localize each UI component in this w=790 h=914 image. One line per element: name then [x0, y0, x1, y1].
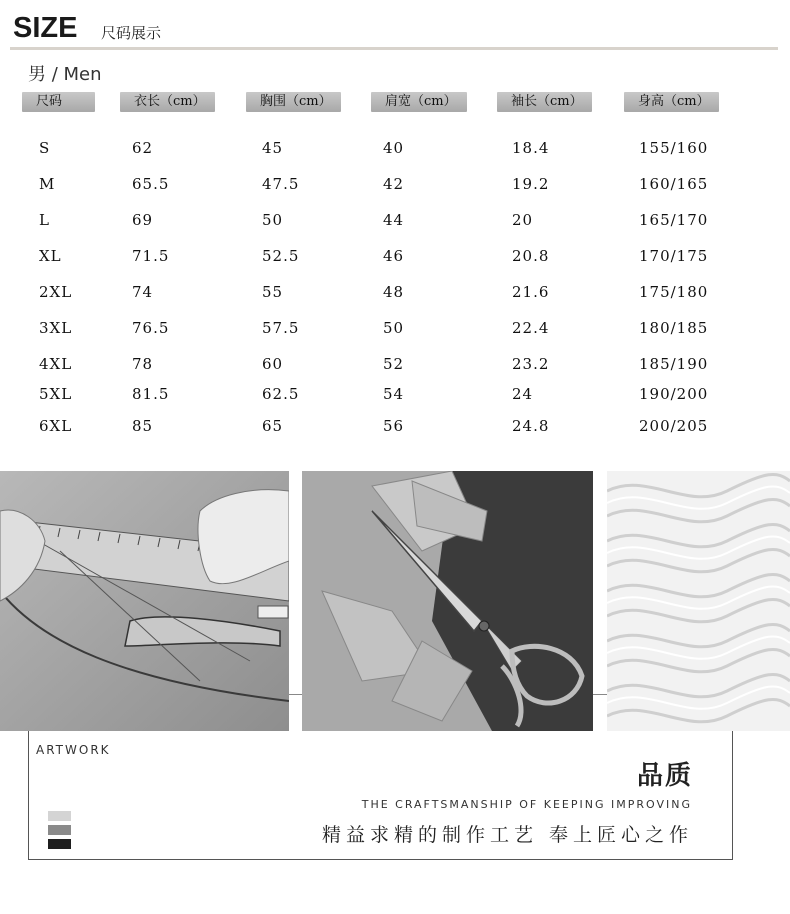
column-header-length: 衣长（cm） [120, 92, 215, 112]
cell-sleeve: 23.2 [512, 355, 550, 373]
cell-sleeve: 18.4 [512, 139, 550, 157]
cell-sleeve: 24.8 [512, 417, 550, 435]
wave-texture-photo [607, 471, 790, 731]
swatch-mid [48, 825, 71, 835]
craftsmanship-photos [0, 471, 790, 731]
size-table-header [0, 92, 790, 114]
cell-size: 2XL [39, 283, 73, 301]
column-header-chest: 胸围（cm） [246, 92, 341, 112]
column-header-size: 尺码 [22, 92, 95, 112]
cell-length: 85 [132, 417, 154, 435]
cell-chest: 55 [262, 283, 284, 301]
cell-chest: 45 [262, 139, 284, 157]
column-header-shoulder: 肩宽（cm） [371, 92, 467, 112]
cell-size: XL [39, 247, 62, 265]
cell-height: 200/205 [639, 417, 709, 435]
cell-size: 6XL [39, 417, 73, 435]
cell-shoulder: 42 [383, 175, 405, 193]
cell-height: 185/190 [639, 355, 709, 373]
table-row [0, 175, 790, 201]
cell-chest: 47.5 [262, 175, 300, 193]
craftsmanship-tagline: THE CRAFTSMANSHIP OF KEEPING IMPROVING [361, 798, 692, 811]
swatch-light [48, 811, 71, 821]
cell-chest: 52.5 [262, 247, 300, 265]
size-header [0, 0, 790, 50]
cell-length: 62 [132, 139, 154, 157]
gender-label: 男 / Men [28, 64, 102, 85]
table-row [0, 319, 790, 345]
cell-chest: 50 [262, 211, 284, 229]
cell-size: L [39, 211, 50, 229]
cell-length: 81.5 [132, 385, 170, 403]
cell-chest: 57.5 [262, 319, 300, 337]
photo-connector-line [593, 694, 607, 695]
header-divider [10, 47, 778, 50]
page-title: SIZE [13, 12, 78, 44]
cell-shoulder: 54 [383, 385, 405, 403]
cell-sleeve: 20 [512, 211, 534, 229]
cell-chest: 62.5 [262, 385, 300, 403]
table-row [0, 283, 790, 309]
cell-chest: 65 [262, 417, 284, 435]
cell-sleeve: 19.2 [512, 175, 550, 193]
table-row [0, 139, 790, 165]
cell-height: 190/200 [639, 385, 709, 403]
cell-size: 3XL [39, 319, 73, 337]
table-row [0, 385, 790, 411]
cell-chest: 60 [262, 355, 284, 373]
cell-size: S [39, 139, 51, 157]
column-header-height: 身高（cm） [624, 92, 719, 112]
cell-length: 71.5 [132, 247, 170, 265]
cell-height: 155/160 [639, 139, 709, 157]
cell-height: 165/170 [639, 211, 709, 229]
cell-length: 78 [132, 355, 154, 373]
cell-shoulder: 48 [383, 283, 405, 301]
artwork-label: ARTWORK [36, 743, 111, 757]
cell-sleeve: 24 [512, 385, 534, 403]
table-row [0, 417, 790, 443]
table-row [0, 355, 790, 381]
table-row [0, 211, 790, 237]
quality-title: 品质 [636, 761, 693, 791]
photo-connector-line [289, 694, 302, 695]
cell-size: 4XL [39, 355, 73, 373]
cell-shoulder: 44 [383, 211, 405, 229]
craftsmanship-slogan: 精益求精的制作工艺 奉上匠心之作 [321, 824, 693, 846]
swatch-dark [48, 839, 71, 849]
cell-height: 160/165 [639, 175, 709, 193]
cell-sleeve: 21.6 [512, 283, 550, 301]
pattern-drafting-photo [0, 471, 289, 731]
cell-size: M [39, 175, 56, 193]
cell-shoulder: 56 [383, 417, 405, 435]
cell-length: 74 [132, 283, 154, 301]
cell-shoulder: 52 [383, 355, 405, 373]
cell-height: 180/185 [639, 319, 709, 337]
cell-length: 65.5 [132, 175, 170, 193]
scissors-fabric-photo [302, 471, 593, 731]
cell-shoulder: 46 [383, 247, 405, 265]
cell-sleeve: 20.8 [512, 247, 550, 265]
cell-height: 170/175 [639, 247, 709, 265]
cell-height: 175/180 [639, 283, 709, 301]
cell-size: 5XL [39, 385, 73, 403]
cell-sleeve: 22.4 [512, 319, 550, 337]
cell-shoulder: 50 [383, 319, 405, 337]
page-subtitle: 尺码展示 [101, 24, 162, 42]
cell-length: 76.5 [132, 319, 170, 337]
cell-shoulder: 40 [383, 139, 405, 157]
table-row [0, 247, 790, 273]
column-header-sleeve: 袖长（cm） [497, 92, 592, 112]
cell-length: 69 [132, 211, 154, 229]
